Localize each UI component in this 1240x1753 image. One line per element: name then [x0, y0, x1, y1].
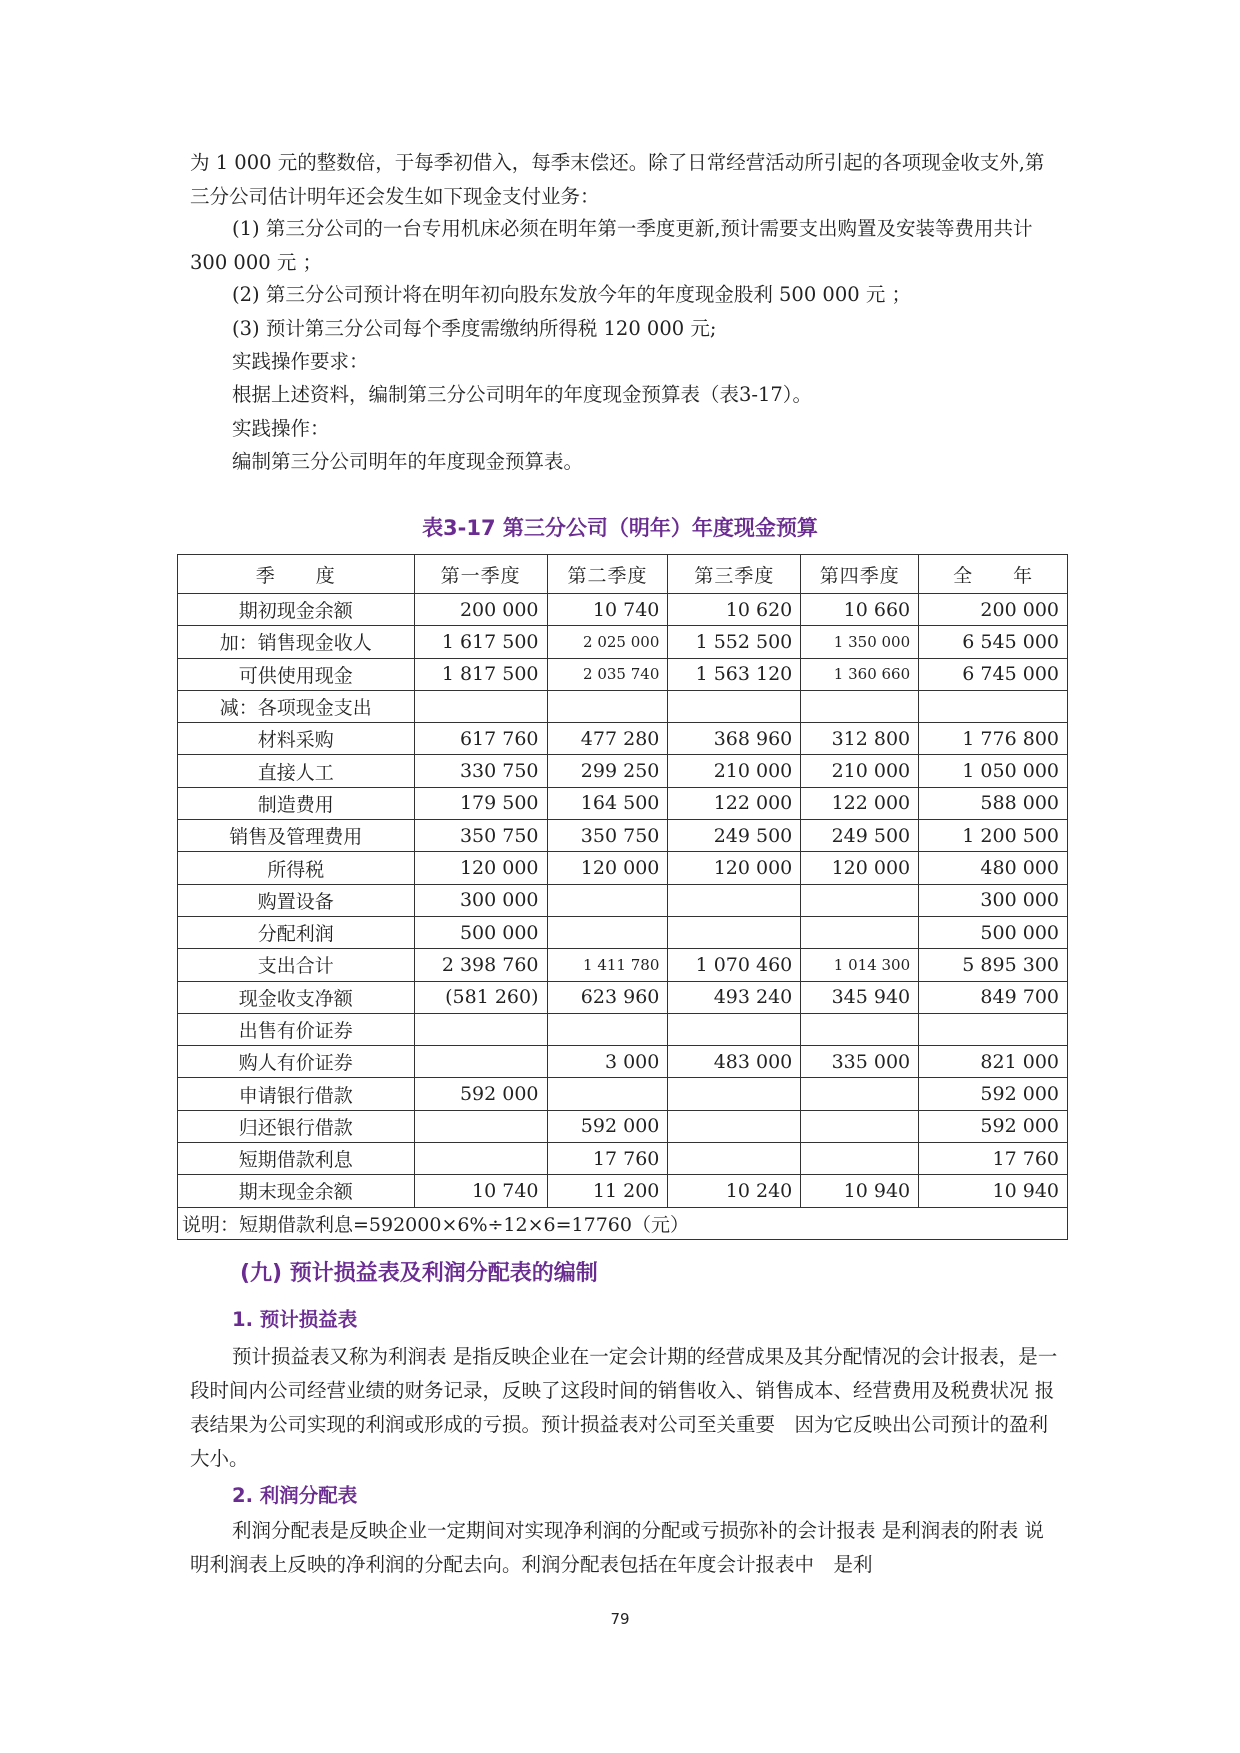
cell-q4: 1 014 300	[801, 949, 919, 981]
cell-year	[919, 1013, 1068, 1045]
cell-q3: 1 552 500	[668, 626, 801, 658]
cell-q4: 335 000	[801, 1046, 919, 1078]
row-label: 可供使用现金	[178, 658, 415, 690]
header-q4: 第四季度	[801, 555, 919, 594]
cell-q2	[547, 1078, 668, 1110]
table-row	[178, 658, 1068, 690]
header-q3: 第三季度	[668, 555, 801, 594]
row-label: 减：各项现金支出	[178, 690, 415, 722]
cell-q1: 10 740	[414, 1175, 547, 1207]
cell-q3: 1 070 460	[668, 949, 801, 981]
cell-q2: 17 760	[547, 1143, 668, 1175]
cell-q2: 164 500	[547, 787, 668, 819]
cell-q1: 179 500	[414, 787, 547, 819]
table-row	[178, 755, 1068, 787]
row-label: 期末现金余额	[178, 1175, 415, 1207]
cell-q1	[414, 1110, 547, 1142]
cell-q2: 592 000	[547, 1110, 668, 1142]
cell-q3	[668, 1078, 801, 1110]
cell-year: 592 000	[919, 1110, 1068, 1142]
table-note-row	[178, 1207, 1068, 1239]
cell-q3: 210 000	[668, 755, 801, 787]
cell-year: 588 000	[919, 787, 1068, 819]
row-label: 直接人工	[178, 755, 415, 787]
cell-q2: 623 960	[547, 981, 668, 1013]
header-year: 全 年	[919, 555, 1068, 594]
cell-q4	[801, 884, 919, 916]
practice-label: 实践操作：	[232, 417, 330, 440]
income-statement-paragraph: 预计损益表又称为利润表 是指反映企业在一定会计期的经营成果及其分配情况的会计报表，是一段时间内公司经营业绩的财务记录，反映了这段时间的销售收入、销售成本、经营费用及税费状况 报表结果为公司实现的利润或形成的亏损。预计损益表对公司至关重要 因为它反映出公司预计的盈利大小。	[190, 1345, 1058, 1470]
cell-q4	[801, 1143, 919, 1175]
header-quarter: 季 度	[178, 555, 415, 594]
cell-year: 5 895 300	[919, 949, 1068, 981]
row-label: 支出合计	[178, 949, 415, 981]
profit-distribution-paragraph: 利润分配表是反映企业一定期间对实现净利润的分配或亏损弥补的会计报表 是利润表的附表 说明利润表上反映的净利润的分配去向。利润分配表包括在年度会计报表中 是利	[190, 1519, 1044, 1576]
table-title: 表3-17 第三分公司（明年）年度现金预算	[422, 516, 818, 540]
cell-q4: 1 350 000	[801, 626, 919, 658]
row-label: 分配利润	[178, 916, 415, 948]
cell-year: 1 200 500	[919, 820, 1068, 852]
cell-q4	[801, 1078, 919, 1110]
table-row	[178, 1078, 1068, 1110]
row-label: 申请银行借款	[178, 1078, 415, 1110]
intro-item-1: (1) 第三分公司的一台专用机床必须在明年第一季度更新,预计需要支出购置及安装等费用共计 300 000 元 ；	[190, 217, 1033, 274]
cell-q2: 350 750	[547, 820, 668, 852]
cell-q1: 1 817 500	[414, 658, 547, 690]
cell-year: 200 000	[919, 594, 1068, 626]
cell-year: 1 050 000	[919, 755, 1068, 787]
table-row	[178, 1110, 1068, 1142]
cell-year: 821 000	[919, 1046, 1068, 1078]
cell-q1	[414, 1046, 547, 1078]
cell-q2	[547, 884, 668, 916]
cell-q3	[668, 884, 801, 916]
row-label: 出售有价证券	[178, 1013, 415, 1045]
cell-q3	[668, 690, 801, 722]
practice-text: 编制第三分公司明年的年度现金预算表。	[232, 450, 584, 473]
row-label: 制造费用	[178, 787, 415, 819]
cell-year: 592 000	[919, 1078, 1068, 1110]
practice-requirement-label: 实践操作要求：	[232, 350, 369, 373]
table-note: 说明：短期借款利息=592000×6%÷12×6=17760（元）	[178, 1207, 1068, 1239]
cell-q1: 500 000	[414, 916, 547, 948]
page-number: 79	[610, 1610, 630, 1628]
table-row	[178, 787, 1068, 819]
intro-paragraph-1: 为 1 000 元的整数倍，于每季初借入，每季末偿还。除了日常经营活动所引起的各项现金收支外,第三分公司估计明年还会发生如下现金支付业务：	[190, 151, 1045, 208]
cell-q1: 592 000	[414, 1078, 547, 1110]
cell-year: 849 700	[919, 981, 1068, 1013]
table-row	[178, 723, 1068, 755]
cell-q1: 350 750	[414, 820, 547, 852]
cell-q4	[801, 1110, 919, 1142]
row-label: 期初现金余额	[178, 594, 415, 626]
cell-q1	[414, 1013, 547, 1045]
cell-q2	[547, 690, 668, 722]
cell-q1: 120 000	[414, 852, 547, 884]
cell-year: 300 000	[919, 884, 1068, 916]
cash-budget-table	[177, 554, 1068, 1240]
cell-q1	[414, 1143, 547, 1175]
cell-q4: 312 800	[801, 723, 919, 755]
cell-q2: 3 000	[547, 1046, 668, 1078]
row-label: 购置设备	[178, 884, 415, 916]
cell-q3	[668, 1110, 801, 1142]
table-row	[178, 626, 1068, 658]
cell-q4: 120 000	[801, 852, 919, 884]
cell-year: 10 940	[919, 1175, 1068, 1207]
table-row	[178, 820, 1068, 852]
cell-year: 6 545 000	[919, 626, 1068, 658]
cell-q3	[668, 916, 801, 948]
table-row	[178, 852, 1068, 884]
row-label: 短期借款利息	[178, 1143, 415, 1175]
cell-year: 1 776 800	[919, 723, 1068, 755]
cell-q1: (581 260)	[414, 981, 547, 1013]
section-heading: (九) 预计损益表及利润分配表的编制	[240, 1261, 598, 1286]
table-row	[178, 690, 1068, 722]
cell-q3: 368 960	[668, 723, 801, 755]
cell-q4: 122 000	[801, 787, 919, 819]
table-row	[178, 981, 1068, 1013]
table-row	[178, 1143, 1068, 1175]
subheading-income-statement: 1. 预计损益表	[232, 1308, 358, 1331]
cell-q2: 2 025 000	[547, 626, 668, 658]
cell-q2	[547, 1013, 668, 1045]
cell-year: 500 000	[919, 916, 1068, 948]
cell-q1: 2 398 760	[414, 949, 547, 981]
cell-q3	[668, 1013, 801, 1045]
cell-q4: 210 000	[801, 755, 919, 787]
intro-item-2: (2) 第三分公司预计将在明年初向股东发放今年的年度现金股利 500 000 元 ；	[232, 283, 912, 306]
cell-q4	[801, 690, 919, 722]
cell-q2: 1 411 780	[547, 949, 668, 981]
cell-q4: 249 500	[801, 820, 919, 852]
table-row	[178, 1046, 1068, 1078]
cell-q1: 300 000	[414, 884, 547, 916]
row-label: 加：销售现金收人	[178, 626, 415, 658]
cell-q3: 483 000	[668, 1046, 801, 1078]
cell-q3: 120 000	[668, 852, 801, 884]
cell-q4: 10 940	[801, 1175, 919, 1207]
header-q2: 第二季度	[547, 555, 668, 594]
cell-q2: 2 035 740	[547, 658, 668, 690]
cell-q4: 345 940	[801, 981, 919, 1013]
cell-q3: 10 620	[668, 594, 801, 626]
table-row	[178, 949, 1068, 981]
header-q1: 第一季度	[414, 555, 547, 594]
table-header-row	[178, 555, 1068, 594]
cell-q2: 299 250	[547, 755, 668, 787]
table-row	[178, 884, 1068, 916]
cell-q1: 330 750	[414, 755, 547, 787]
row-label: 归还银行借款	[178, 1110, 415, 1142]
cell-q1: 617 760	[414, 723, 547, 755]
cell-year	[919, 690, 1068, 722]
table-row	[178, 1013, 1068, 1045]
cell-q1: 200 000	[414, 594, 547, 626]
intro-item-3: (3) 预计第三分公司每个季度需缴纳所得税 120 000 元;	[232, 317, 717, 340]
row-label: 销售及管理费用	[178, 820, 415, 852]
cell-q2: 120 000	[547, 852, 668, 884]
cell-q4	[801, 1013, 919, 1045]
table-row	[178, 1175, 1068, 1207]
row-label: 现金收支净额	[178, 981, 415, 1013]
cell-q3: 249 500	[668, 820, 801, 852]
subheading-profit-distribution: 2. 利润分配表	[232, 1484, 358, 1507]
row-label: 购人有价证券	[178, 1046, 415, 1078]
cell-q2: 477 280	[547, 723, 668, 755]
row-label: 材料采购	[178, 723, 415, 755]
row-label: 所得税	[178, 852, 415, 884]
cell-q2: 10 740	[547, 594, 668, 626]
table-row	[178, 594, 1068, 626]
cell-q4	[801, 916, 919, 948]
practice-requirement-text: 根据上述资料，编制第三分公司明年的年度现金预算表（表3-17）。	[232, 383, 813, 406]
cell-q3: 10 240	[668, 1175, 801, 1207]
cell-q4: 10 660	[801, 594, 919, 626]
cell-q3: 493 240	[668, 981, 801, 1013]
cell-year: 6 745 000	[919, 658, 1068, 690]
cell-q3: 1 563 120	[668, 658, 801, 690]
cell-q1: 1 617 500	[414, 626, 547, 658]
cell-q1	[414, 690, 547, 722]
cell-q2: 11 200	[547, 1175, 668, 1207]
cell-q3	[668, 1143, 801, 1175]
cell-q4: 1 360 660	[801, 658, 919, 690]
cell-year: 17 760	[919, 1143, 1068, 1175]
cell-year: 480 000	[919, 852, 1068, 884]
cell-q3: 122 000	[668, 787, 801, 819]
table-row	[178, 916, 1068, 948]
cell-q2	[547, 916, 668, 948]
